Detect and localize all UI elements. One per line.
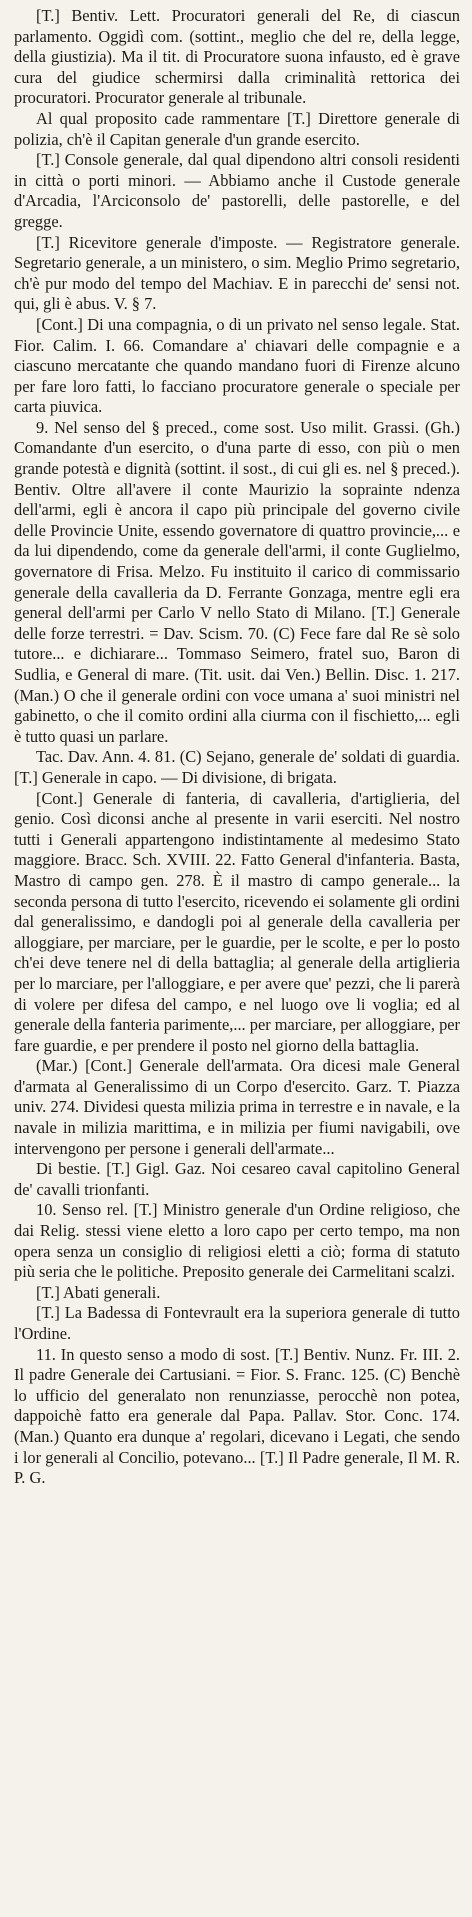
paragraph: [T.] La Badessa di Fontevrault era la superiora generale di tutto l'Ordine. xyxy=(14,1303,460,1343)
paragraph: [T.] Bentiv. Lett. Procuratori generali del Re, di ciascun parlamento. Oggidì com. (sottint., meglio che del re, della legge, della giustizia). Ma il tit. di Procuratore suona infausto, ed è grave cura del giudice schermirsi dalla criminalità rettorica dei procuratori. Procurator generale al tribunale. xyxy=(14,6,460,108)
paragraph: 10. Senso rel. [T.] Ministro generale d'un Ordine religioso, che dai Relig. stessi viene eletto a loro capo per certo tempo, ma non opera senza un consiglio di religiosi eletti a ciò; forma di statuto più seria che le politiche. Preposito generale dei Carmelitani scalzi. xyxy=(14,1200,460,1282)
paragraph: 11. In questo senso a modo di sost. [T.] Bentiv. Nunz. Fr. III. 2. Il padre Generale dei Cartusiani. = Fior. S. Franc. 125. (C) Benchè lo ufficio del generalato non renunziasse, perocchè non potea, dappoichè fatto era generale dal Papa. Pallav. Stor. Conc. 174. (Man.) Quanto era dunque a' regolari, dicevano i Legati, che sendo i lor generali al Concilio, potevano... [T.] Il Padre generale, Il M. R. P. G. xyxy=(14,1344,460,1488)
paragraph: [T.] Console generale, dal qual dipendono altri consoli residenti in città o porti minori. — Abbiamo anche il Custode generale d'Arcadia, l'Arciconsolo de' pastorelli, delle pastorelle, e del gregge. xyxy=(14,150,460,231)
paragraph: 9. Nel senso del § preced., come sost. Uso milit. Grassi. (Gh.) Comandante d'un esercito, o d'una parte di esso, con più o men grande potestà e dignità (sottint. il sost., di cui gli es. nel § preced.). Bentiv. Oltre all'avere il conte Maurizio la soprainte ndenza dell'armi, egli è ancora il capo più principale del governo civile delle Provincie Unite, essendo governatore di quattro provincie,... e da lui dipendendo, come da generale dell'armi, il conte Guglielmo, governatore di Frisa. Melzo. Fu instituito il carico di commissario generale della cavalleria da D. Ferrante Gonzaga, mentre egli era general dell'armi per Carlo V nello Stato di Milano. [T.] Generale delle forze terrestri. = Dav. Scism. 70. (C) Fece fare dal Re sè solo tutore... e dichiarare... Tommaso Seimero, fratel suo, Baron di Sudlia, e General di mare. (Tit. usit. dai Ven.) Bellin. Disc. 1. 217. (Man.) O che il generale ordini con voce umana a' suoi ministri nel gabinetto, o che il comito ordini alla ciurma con il fischietto,... egli è tutto quasi un parlare. xyxy=(14,417,460,746)
paragraph: [T.] Abati generali. xyxy=(36,1282,161,1302)
paragraph: Al qual proposito cade rammentare [T.] Direttore generale di polizia, ch'è il Capitan generale d'un grande esercito. xyxy=(14,108,460,149)
paragraph: (Mar.) [Cont.] Generale dell'armata. Ora dicesi male General d'armata al Generalissimo di un Corpo d'esercito. Garz. T. Piazza univ. 274. Dividesi questa milizia prima in terrestre e in navale, e la navale in milizia marittima, e in milizia per fiumi navigabili, ove intervengono per persone i generali dell'armate... xyxy=(14,1056,460,1158)
paragraph: [Cont.] Di una compagnia, o di un privato nel senso legale. Stat. Fior. Calim. I. 66. Comandare a' chiavari delle compagnie e a ciascuno mercatante che quando mandano fuori di Firenze alcuno per fare loro fatti, lo facciano procuratore generale o speciale per carta piuvica. xyxy=(14,314,460,417)
paragraph: Di bestie. [T.] Gigl. Gaz. Noi cesareo caval capitolino General de' cavalli trionfanti. xyxy=(14,1159,460,1199)
paragraph: [Cont.] Generale di fanteria, di cavalleria, d'artiglieria, del genio. Così diconsi anche al presente in varii eserciti. Nel nostro tutti i Generali appartengono indistintamente al medesimo Stato maggiore. Bracc. Sch. XVIII. 22. Fatto General d'infanteria. Basta, Mastro di campo gen. 278. È il mastro di campo generale... la seconda persona di tutto l'esercito, ricevendo ei solamente gli ordini dal generalissimo, e dandogli poi al generale della cavalleria per alloggiare, per marciare, per le guardie, per le scolte, e per lo posto ch'ei deve tenere nel di della battaglia; al generale della artiglieria per lo marciare, per l'alloggiare, e per avere que' pezzi, che li parerà di volere per difesa del campo, e nel luogo ove li voglia; ed al generale della fanteria parimente,... per marciare, per alloggiare, per fare guardie, e per prendere il posto nel giorno della battaglia. xyxy=(14,788,460,1055)
paragraph: [T.] Ricevitore generale d'imposte. — Registratore generale. Segretario generale, a un ministero, o sim. Meglio Primo segretario, ch'è pur modo del tempo del Machiav. E in parecchi de' sensi not. qui, gli è abus. V. § 7. xyxy=(14,232,460,314)
paragraph: Tac. Dav. Ann. 4. 81. (C) Sejano, generale de' soldati di guardia. [T.] Generale in capo. — Di divisione, di brigata. xyxy=(14,747,460,787)
